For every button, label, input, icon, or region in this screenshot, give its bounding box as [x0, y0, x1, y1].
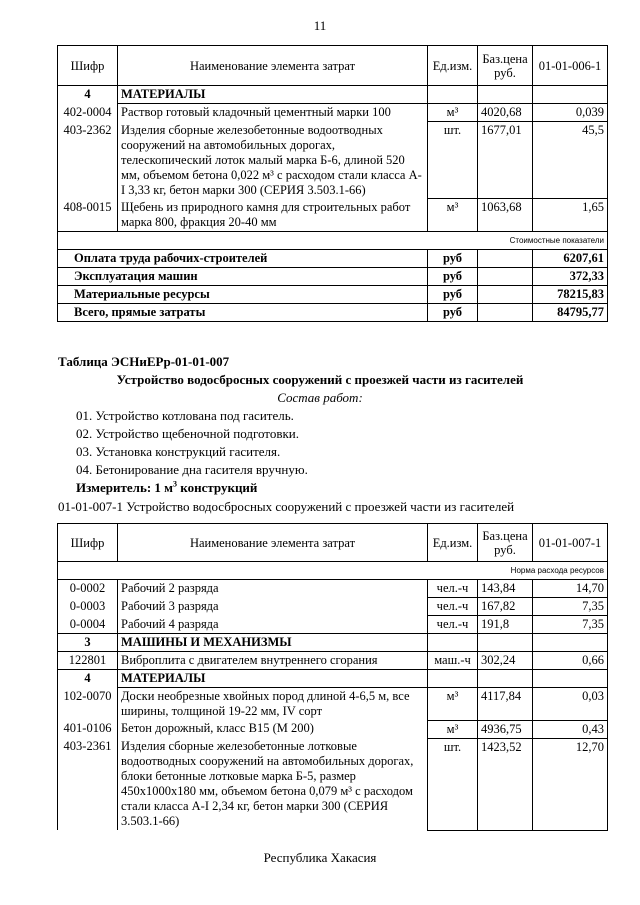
header-price: Баз.цена руб. — [478, 46, 533, 86]
row-unit: маш.-ч — [428, 652, 478, 670]
row-code: 122801 — [58, 652, 118, 670]
summary-value: 6207,61 — [533, 249, 608, 267]
header-name: Наименование элемента затрат — [118, 46, 428, 86]
row-name: Изделия сборные железобетонные лотковые водоотводных сооружений на автомобильных дорогах, блоки бетонные лотковые марка Б-5, размер 450x1000x180 мм, объемом бетона 0,079 м³ с расходом стали класса А-I 2,34 кг, бетон марки 300 (СЕРИЯ 3.503.1-66) — [118, 738, 428, 830]
footer-region: Республика Хакасия — [263, 850, 377, 865]
row-unit: чел.-ч — [428, 616, 478, 634]
row-code: 402-0004 — [58, 104, 118, 122]
work-step: 02. Устройство щебеночной подготовки. — [76, 426, 299, 441]
page-number: 11 — [313, 18, 327, 33]
separator-label: Норма расхода ресурсов — [58, 562, 608, 580]
row-name: Виброплита с двигателем внутреннего сгорания — [118, 652, 428, 670]
work-step: 01. Устройство котлована под гаситель. — [76, 408, 294, 423]
row-code: 0-0003 — [58, 598, 118, 616]
row-code: 0-0002 — [58, 580, 118, 598]
section-code: 3 — [58, 634, 118, 652]
header-name: Наименование элемента затрат — [118, 524, 428, 562]
row-code: 0-0004 — [58, 616, 118, 634]
row-name: Бетон дорожный, класс В15 (М 200) — [118, 720, 428, 738]
row-name: Рабочий 2 разряда — [118, 580, 428, 598]
section-row — [58, 86, 608, 104]
row-norm: 12,70 — [533, 738, 608, 830]
row-unit: чел.-ч — [428, 598, 478, 616]
row-price: 1063,68 — [478, 199, 533, 232]
summary-unit: руб — [428, 303, 478, 321]
table-row — [58, 652, 608, 670]
separator-label: Стоимостные показатели — [58, 231, 608, 249]
resource-table-006 — [57, 45, 608, 322]
row-price: 1677,01 — [478, 122, 533, 199]
row-unit: м³ — [428, 199, 478, 232]
row-code: 102-0070 — [58, 688, 118, 721]
summary-label: Всего, прямые затраты — [58, 303, 428, 321]
summary-unit: руб — [428, 285, 478, 303]
section-name: МАТЕРИАЛЫ — [118, 86, 428, 104]
table-row — [58, 688, 608, 721]
row-price: 4117,84 — [478, 688, 533, 721]
section-code: 4 — [58, 670, 118, 688]
row-code: 403-2361 — [58, 738, 118, 830]
row-name: Доски необрезные хвойных пород длиной 4-6,5 м, все ширины, толщиной 19-22 мм, IV сорт — [118, 688, 428, 721]
row-norm: 0,03 — [533, 688, 608, 721]
header-norm: 01-01-006-1 — [533, 46, 608, 86]
row-unit: м³ — [428, 104, 478, 122]
table-row — [58, 720, 608, 738]
section-code: 4 — [58, 86, 118, 104]
work-step: 03. Установка конструкций гасителя. — [76, 444, 281, 459]
row-code: 401-0106 — [58, 720, 118, 738]
table-row — [58, 598, 608, 616]
summary-row — [58, 303, 608, 321]
table-row — [58, 199, 608, 232]
table-row — [58, 616, 608, 634]
header-price: Баз.цена руб. — [478, 524, 533, 562]
row-norm: 7,35 — [533, 616, 608, 634]
row-unit: чел.-ч — [428, 580, 478, 598]
summary-value: 372,33 — [533, 267, 608, 285]
row-unit: шт. — [428, 738, 478, 830]
header-code: Шифр — [58, 524, 118, 562]
row-price: 302,24 — [478, 652, 533, 670]
row-norm: 45,5 — [533, 122, 608, 199]
header-norm: 01-01-007-1 — [533, 524, 608, 562]
row-price: 143,84 — [478, 580, 533, 598]
table-row — [58, 104, 608, 122]
summary-label: Оплата труда рабочих-строителей — [58, 249, 428, 267]
row-unit: м³ — [428, 720, 478, 738]
table-row — [58, 122, 608, 199]
table-row — [58, 738, 608, 830]
summary-label: Эксплуатация машин — [58, 267, 428, 285]
row-name: Изделия сборные железобетонные водоотводных сооружений на автомобильных дорогах, телескопический лоток малый марка Б-6, длиной 520 мм, объемом бетона 0,022 м³ с расходом стали класса А-I 3,33 кг, бетон марки 300 (СЕРИЯ 3.503.1-66) — [118, 122, 428, 199]
summary-value: 78215,83 — [533, 285, 608, 303]
summary-row — [58, 249, 608, 267]
row-code: 403-2362 — [58, 122, 118, 199]
header-code: Шифр — [58, 46, 118, 86]
norm-line: 01-01-007-1 Устройство водосбросных сооружений с проезжей части из гасителей — [58, 499, 515, 514]
table-header — [58, 46, 608, 86]
composition-title: Состав работ: — [277, 390, 363, 405]
summary-label: Материальные ресурсы — [58, 285, 428, 303]
table-header — [58, 524, 608, 562]
table-row — [58, 580, 608, 598]
summary-unit: руб — [428, 249, 478, 267]
section-name: МАШИНЫ И МЕХАНИЗМЫ — [118, 634, 428, 652]
resource-table-007 — [57, 523, 608, 831]
row-norm: 0,43 — [533, 720, 608, 738]
row-price: 4020,68 — [478, 104, 533, 122]
row-norm: 0,66 — [533, 652, 608, 670]
row-name: Раствор готовый кладочный цементный марки 100 — [118, 104, 428, 122]
row-price: 167,82 — [478, 598, 533, 616]
separator-row — [58, 231, 608, 249]
row-price: 4936,75 — [478, 720, 533, 738]
row-norm: 14,70 — [533, 580, 608, 598]
row-name: Щебень из природного камня для строительных работ марка 800, фракция 20-40 мм — [118, 199, 428, 232]
summary-unit: руб — [428, 267, 478, 285]
separator-row — [58, 562, 608, 580]
row-norm: 0,039 — [533, 104, 608, 122]
section-name: МАТЕРИАЛЫ — [118, 670, 428, 688]
row-norm: 1,65 — [533, 199, 608, 232]
section-row — [58, 634, 608, 652]
row-name: Рабочий 3 разряда — [118, 598, 428, 616]
row-price: 1423,52 — [478, 738, 533, 830]
summary-row — [58, 267, 608, 285]
section-subtitle: Устройство водосбросных сооружений с проезжей части из гасителей — [116, 372, 524, 387]
meter-line: Измеритель: 1 $м^3$ конструкций — [76, 479, 258, 495]
header-unit: Ед.изм. — [428, 46, 478, 86]
header-unit: Ед.изм. — [428, 524, 478, 562]
row-code: 408-0015 — [58, 199, 118, 232]
row-name: Рабочий 4 разряда — [118, 616, 428, 634]
table-title: Таблица ЭСНиЕРр-01-01-007 — [58, 354, 230, 369]
row-unit: шт. — [428, 122, 478, 199]
work-step: 04. Бетонирование дна гасителя вручную. — [76, 462, 308, 477]
row-unit: м³ — [428, 688, 478, 721]
row-norm: 7,35 — [533, 598, 608, 616]
section-row — [58, 670, 608, 688]
summary-row — [58, 285, 608, 303]
summary-value: 84795,77 — [533, 303, 608, 321]
row-price: 191,8 — [478, 616, 533, 634]
